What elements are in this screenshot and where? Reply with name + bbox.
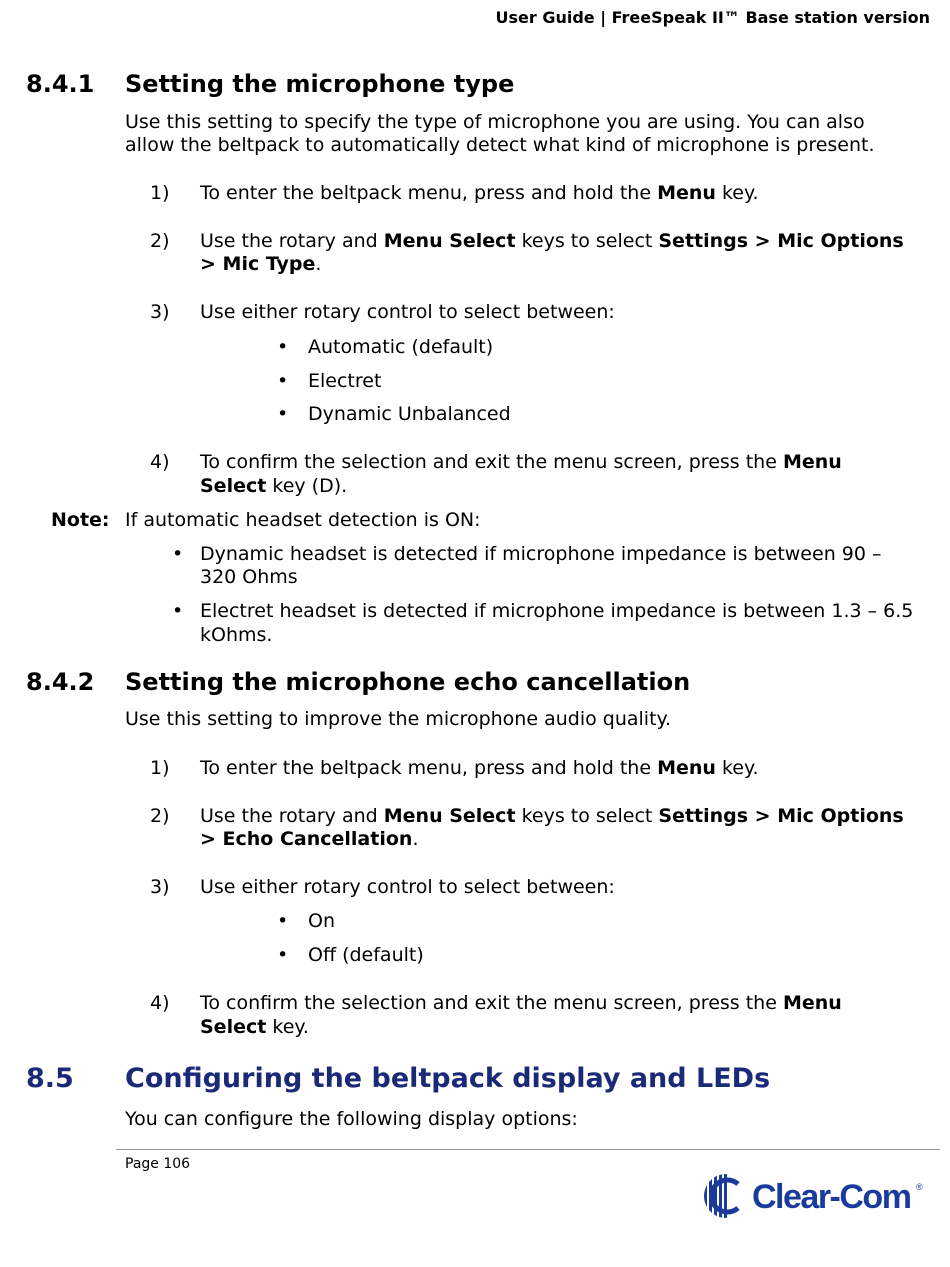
step-4-text-cont: Select key.: [200, 1016, 309, 1038]
note-label: Note:: [51, 509, 110, 531]
section-heading-8-5: [0, 1063, 950, 1099]
bullet-icon: •: [277, 944, 289, 966]
step-1-text: To enter the beltpack menu, press and hold the Menu key.: [200, 757, 759, 779]
intro-line-1: Use this setting to specify the type of microphone you are using. You can also: [125, 111, 865, 133]
step-4-text: To confirm the selection and exit the menu screen, press the Menu: [200, 451, 842, 473]
intro-line: You can configure the following display options:: [125, 1108, 578, 1130]
step-3-text: Use either rotary control to select between:: [200, 876, 615, 898]
step-number: 3): [150, 301, 170, 323]
step-1-text: To enter the beltpack menu, press and hold the Menu key.: [200, 182, 759, 204]
step-number: 1): [150, 182, 170, 204]
section-title: Configuring the beltpack display and LEDs: [125, 1063, 771, 1094]
step-number: 3): [150, 876, 170, 898]
step-number: 4): [150, 992, 170, 1014]
option-item: On: [308, 910, 335, 932]
bullet-icon: •: [277, 336, 289, 358]
section-title: Setting the microphone type: [125, 70, 515, 98]
option-item: Automatic (default): [308, 336, 494, 358]
step-2-text-cont: > Echo Cancellation.: [200, 828, 419, 850]
section-number: 8.5: [26, 1063, 74, 1094]
section-number: 8.4.2: [26, 668, 95, 696]
svg-text:Clear-Com: Clear-Com: [752, 1178, 911, 1216]
step-2-text: Use the rotary and Menu Select keys to select Settings > Mic Options: [200, 805, 904, 827]
option-item: Electret: [308, 370, 382, 392]
running-header: User Guide | FreeSpeak II™ Base station version: [495, 8, 930, 27]
section-heading-8-4-2: [0, 668, 950, 698]
bullet-icon: •: [172, 543, 184, 565]
page-number: Page 106: [125, 1156, 191, 1172]
step-number: 1): [150, 757, 170, 779]
bullet-icon: •: [172, 600, 184, 622]
intro-line-2: allow the beltpack to automatically detect what kind of microphone is present.: [125, 134, 875, 156]
bullet-icon: •: [277, 403, 289, 425]
section-heading-8-4-1: [0, 70, 950, 100]
step-3-text: Use either rotary control to select between:: [200, 301, 615, 323]
step-number: 2): [150, 230, 170, 252]
option-item: Dynamic Unbalanced: [308, 403, 511, 425]
intro-line: Use this setting to improve the microphone audio quality.: [125, 708, 672, 730]
step-number: 2): [150, 805, 170, 827]
clear-com-logo: [700, 1170, 930, 1222]
svg-text:®: ®: [916, 1182, 923, 1192]
bullet-icon: •: [277, 370, 289, 392]
step-number: 4): [150, 451, 170, 473]
step-4-text: To confirm the selection and exit the menu screen, press the Menu: [200, 992, 842, 1014]
step-4-text-cont: Select key (D).: [200, 475, 348, 497]
note-bullet-1: Dynamic headset is detected if microphone impedance is between 90 –: [200, 543, 882, 565]
section-title: Setting the microphone echo cancellation: [125, 668, 691, 696]
note-bullet-2-cont: kOhms.: [200, 624, 273, 646]
step-2-text-cont: > Mic Type.: [200, 253, 322, 275]
bullet-icon: •: [277, 910, 289, 932]
step-2-text: Use the rotary and Menu Select keys to select Settings > Mic Options: [200, 230, 904, 252]
note-bullet-1-cont: 320 Ohms: [200, 566, 298, 588]
footer-divider: [116, 1149, 940, 1150]
section-number: 8.4.1: [26, 70, 95, 98]
logo-mark-icon: [700, 1170, 930, 1222]
note-text: If automatic headset detection is ON:: [125, 509, 481, 531]
note-bullet-2: Electret headset is detected if microphone impedance is between 1.3 – 6.5: [200, 600, 914, 622]
option-item: Off (default): [308, 944, 424, 966]
